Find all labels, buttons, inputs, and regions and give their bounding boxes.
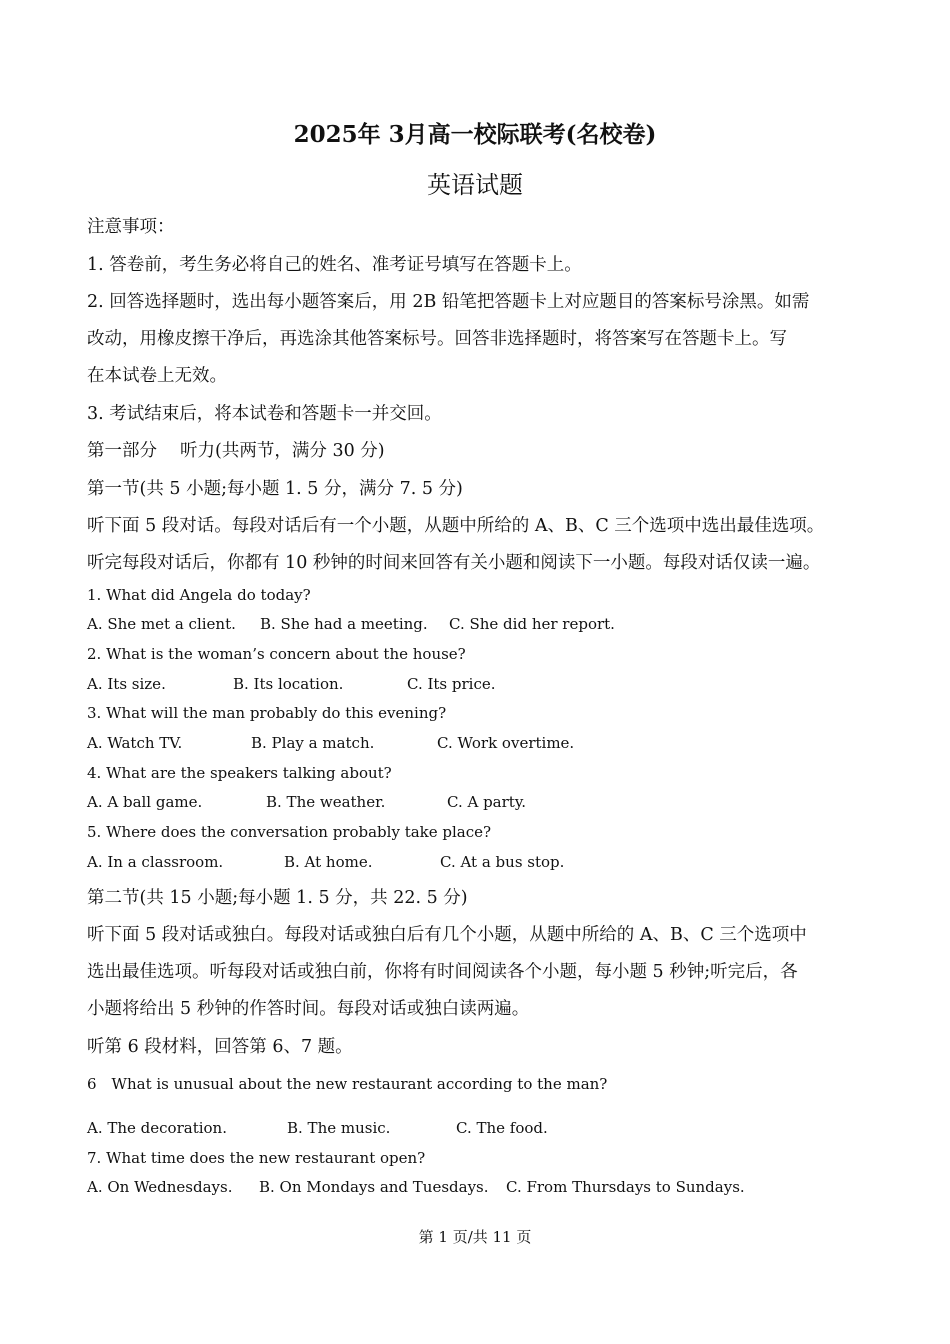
notice-item-2-line-2: 改动，用橡皮擦干净后，再选涂其他答案标号。回答非选择题时，将答案写在答题卡上。写 — [87, 329, 787, 349]
question-1: 1. What did Angela do today? — [87, 586, 311, 604]
question-5-option-c: C. At a bus stop. — [440, 853, 565, 871]
question-3-option-a: A. Watch TV. — [87, 734, 183, 752]
question-2-option-b: B. Its location. — [233, 675, 344, 693]
question-3-option-b: B. Play a match. — [251, 734, 375, 752]
question-4: 4. What are the speakers talking about? — [87, 764, 392, 782]
question-7-option-b: B. On Mondays and Tuesdays. — [259, 1178, 489, 1196]
section1-instruction-line-2: 听完每段对话后，你都有 10 秒钟的时间来回答有关小题和阅读下一小题。每段对话仅读一遍。 — [87, 553, 821, 573]
question-6-option-c: C. The food. — [456, 1119, 548, 1137]
question-5: 5. Where does the conversation probably take place? — [87, 823, 492, 841]
notice-heading: 注意事项： — [87, 217, 175, 237]
notice-item-3: 3. 考试结束后，将本试卷和答题卡一并交回。 — [87, 404, 442, 424]
section2-heading: 第二节(共 15 小题;每小题 1. 5 分，共 22. 5 分) — [87, 888, 468, 908]
question-7-option-a: A. On Wednesdays. — [87, 1178, 233, 1196]
question-6-option-a: A. The decoration. — [87, 1119, 227, 1137]
section1-instruction-line-1: 听下面 5 段对话。每段对话后有一个小题，从题中所给的 A、B、C 三个选项中选出最佳选项。 — [87, 516, 825, 536]
question-7: 7. What time does the new restaurant open? — [87, 1149, 426, 1167]
section1-heading: 第一节(共 5 小题;每小题 1. 5 分，满分 7. 5 分) — [87, 479, 463, 499]
question-4-option-c: C. A party. — [447, 793, 527, 811]
question-6-option-b: B. The music. — [287, 1119, 391, 1137]
page-footer: 第 1 页/共 11 页 — [418, 1228, 532, 1246]
part1-heading: 第一部分 听力(共两节，满分 30 分) — [87, 441, 385, 461]
question-2: 2. What is the woman’s concern about the house? — [87, 645, 466, 663]
question-3: 3. What will the man probably do this evening? — [87, 704, 447, 722]
question-5-option-a: A. In a classroom. — [87, 853, 224, 871]
question-7-option-c: C. From Thursdays to Sundays. — [506, 1178, 745, 1196]
section2-instruction-line-1: 听下面 5 段对话或独白。每段对话或独白后有几个小题，从题中所给的 A、B、C 三个选项中 — [87, 925, 807, 945]
notice-item-2-line-1: 2. 回答选择题时，选出每小题答案后，用 2B 铅笔把答题卡上对应题目的答案标号涂黑。如需 — [87, 292, 810, 312]
exam-title: 2025年 3月高一校际联考(名校卷) — [293, 121, 657, 148]
question-3-option-c: C. Work overtime. — [437, 734, 575, 752]
material-6-heading: 听第 6 段材料，回答第 6、7 题。 — [87, 1037, 353, 1057]
exam-subtitle: 英语试题 — [427, 171, 523, 199]
question-1-option-c: C. She did her report. — [449, 615, 615, 633]
question-5-option-b: B. At home. — [284, 853, 373, 871]
question-2-option-a: A. Its size. — [87, 675, 166, 693]
question-6: 6 What is unusual about the new restaurant according to the man? — [87, 1075, 608, 1093]
notice-item-2-line-3: 在本试卷上无效。 — [87, 366, 227, 386]
section2-instruction-line-3: 小题将给出 5 秒钟的作答时间。每段对话或独白读两遍。 — [87, 999, 530, 1019]
section2-instruction-line-2: 选出最佳选项。听每段对话或独白前，你将有时间阅读各个小题，每小题 5 秒钟;听完后，各 — [87, 962, 798, 982]
question-4-option-a: A. A ball game. — [87, 793, 203, 811]
question-1-option-b: B. She had a meeting. — [260, 615, 428, 633]
question-4-option-b: B. The weather. — [266, 793, 386, 811]
question-1-option-a: A. She met a client. — [87, 615, 236, 633]
notice-item-1: 1. 答卷前，考生务必将自己的姓名、准考证号填写在答题卡上。 — [87, 255, 582, 275]
question-2-option-c: C. Its price. — [407, 675, 496, 693]
